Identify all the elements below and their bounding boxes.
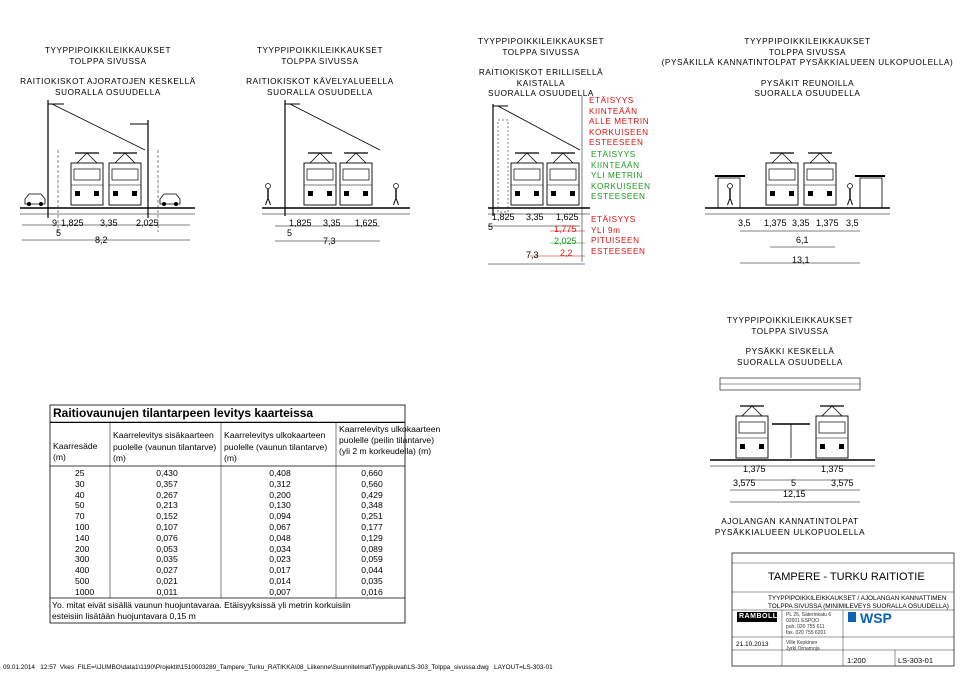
table-cell: 0,035 [361,576,383,586]
table-title: Raitiovaunujen tilantarpeen levitys kaarteissa [50,405,405,423]
table-cell: 0,034 [269,543,291,554]
table-footnote: Yo. mitat eivät sisällä vaunun huojuntavaraa. Etäisyyksissä yli metrin korkuisiin esteisiin lisätään huojuntavara 0,15 m [52,600,351,621]
partner-logo: WSP [860,610,892,626]
section-4-heading: TYYPPIPOIKKILEIKKAUKSET TOLPPA SIVUSSA (PYSÄKILLÄ KANNATINTOLPAT PYSÄKKIALUEEN ULKOPUOLELLA) PYSÄKIT REUNOILLA SUORALLA OSUUDELLA [661,37,954,98]
table-cell: 70 [75,511,85,522]
table-cell: 0,023 [269,554,291,565]
table-cell: 0,251 [361,511,383,522]
table-cell: 0,011 [156,586,178,597]
date: 21.10.2013 [736,641,769,648]
table-cell: 0,059 [361,554,383,565]
file-path-footer: 09.01.2014 12:57 Vkes FILE=\\JUMBO\data1\1190\Projektit\1510003289_Tampere_Turku_RATIKKA\08_Liikenne\Suunnitelmat\Tyyppikuvat\LS-303_Tolppa_sivussa.dwg LAYOUT=LS-303-01 [3,664,553,671]
note-obstacle-below-1m: ETÄISYYS KIINTEÄÄN ALLE METRIN KORKUISEEN ESTEESEEN [589,96,650,147]
table-cell: 100 [75,522,90,532]
table-header-radius: Kaarresäde (m) [53,441,98,462]
table-cell: 140 [75,532,90,543]
table-cell: 500 [75,576,90,586]
table-cell: 0,067 [269,522,291,532]
table-cell: 0,014 [269,576,291,586]
section-5-footer: AJOLANGAN KANNATINTOLPAT PYSÄKKIALUEEN ULKOPUOLELLA [714,517,866,537]
drawing-number: LS-303-01 [898,656,934,665]
table-cell: 0,430 [156,468,178,478]
table-cell: 0,348 [361,500,383,511]
project-title: TAMPERE - TURKU RAITIOTIE [768,571,925,583]
table-cell: 1000 [75,586,95,597]
table-cell: 0,094 [269,511,291,522]
table-cell: 0,408 [269,468,291,478]
table-header-inner: Kaarrelevitys sisäkaarteen puolelle (vaunun tilantarve) (m) [113,430,217,463]
table-cell: 0,076 [156,532,178,543]
table-cell: 0,560 [361,478,383,489]
table-header-mirror: Kaarrelevitys ulkokaarteen puolelle (peilin tilantarve) (yli 2 m korkeudella) (m) [339,424,441,456]
table-cell: 0,152 [156,511,178,522]
table-cell: 0,213 [156,500,178,511]
table-cell: 0,027 [156,565,178,576]
table-header-outer: Kaarrelevitys ulkokaarteen puolelle (vaunun tilantarve) (m) [224,430,328,463]
section-1-heading: TYYPPIPOIKKILEIKKAUKSET TOLPPA SIVUSSA RAITIOKISKOT AJORATOJEN KESKELLÄ SUORALLA OSUUDELLA [20,46,196,97]
table-cell: 0,660 [361,468,383,478]
section-5-heading: TYYPPIPOIKKILEIKKAUKSET TOLPPA SIVUSSA PYSÄKKI KESKELLÄ SUORALLA OSUUDELLA [726,316,854,367]
table-cell: 0,017 [269,565,291,576]
checker: Jyrki Ornamoja [786,646,820,652]
table-cell: 0,129 [361,532,383,543]
table-cell: 0,177 [361,522,383,532]
table-cell: 0,048 [269,532,291,543]
table-cell: 0,035 [156,554,178,565]
table-cell: 300 [75,554,90,565]
table-cell: 400 [75,565,90,576]
drawing-title: TYYPPIPOIKKILEIKKAUKSET / AJOLANGAN KANNATTIMEN TOLPPA SIVUSSA (MINIMILEVEYS SUORALLA OSUUDELLA) [768,595,949,610]
company-address: PL 25, Säterinkatu 6 02601 ESPOO puh. 020 755 611 fax. 020 755 6201 [786,612,832,636]
table-cell: 0,267 [156,489,178,500]
table-cell: 0,021 [156,576,178,586]
company-logo: RAMBOLL [739,613,778,620]
note-obstacle-long: ETÄISYYS YLI 9m PITUISEEN ESTEESEEN [591,215,646,256]
scale: 1:200 [847,656,866,665]
table-cell: 25 [75,468,85,478]
table-cell: 0,200 [269,489,291,500]
table-cell: 30 [75,478,85,489]
section-2-heading: TYYPPIPOIKKILEIKKAUKSET TOLPPA SIVUSSA RAITIOKISKOT KÄVELYALUEELLA SUORALLA OSUUDELLA [246,46,394,97]
table-cell: 0,312 [269,478,291,489]
note-obstacle-above-1m: ETÄISYYS KIINTEÄÄN YLI METRIN KORKUISEEN ESTEESEEN [591,150,651,201]
section-4-drawing [705,153,890,263]
table-cell: 0,107 [156,522,178,532]
table-cell: 0,016 [361,586,383,597]
designer: Ville Keskinen [786,640,818,646]
table-cell: 40 [75,489,85,500]
curve-widening-table [50,405,405,423]
table-cell: 0,053 [156,543,178,554]
table-cell: 0,044 [361,565,383,576]
table-cell: 200 [75,543,90,554]
table-cell: 50 [75,500,85,511]
table-cell: 0,357 [156,478,178,489]
table-cell: 0,130 [269,500,291,511]
table-cell: 0,089 [361,543,383,554]
table-cell: 0,007 [269,586,291,597]
section-3-heading: TYYPPIPOIKKILEIKKAUKSET TOLPPA SIVUSSA RAITIOKISKOT ERILLISELLÄ KAISTALLA SUORALLA OSUUDELLA [477,37,605,98]
table-cell: 0,429 [361,489,383,500]
